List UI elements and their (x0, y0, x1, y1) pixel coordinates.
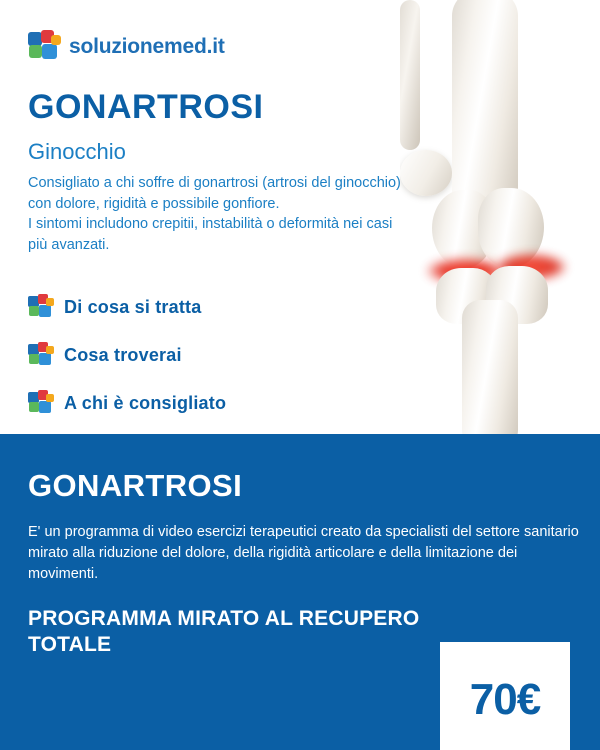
page-title: GONARTROSI (28, 88, 264, 126)
image-corner-notch (576, 0, 600, 82)
bottom-section (0, 434, 600, 750)
knee-joint-image (400, 0, 600, 434)
colored-squares-bullet-icon (28, 294, 54, 320)
colored-squares-bullet-icon (28, 342, 54, 368)
fibula-bone-shape (400, 0, 420, 150)
brand-name: soluzionemed.it (69, 35, 225, 58)
price-badge (440, 642, 570, 750)
list-item-label: A chi è consigliato (64, 392, 227, 413)
list-item-label: Cosa troverai (64, 344, 182, 365)
top-description: Consigliato a chi soffre di gonartrosi (artrosi del ginocchio) con dolore, rigidità e possibile gonfiore. I sintomi includono crepitii, instabilità o deformità nei casi più avanzati. (28, 175, 401, 253)
feature-list (28, 294, 226, 416)
brand-logo[interactable] (28, 30, 225, 64)
femur-bone-shape (452, 0, 518, 220)
bottom-description: E' un programma di video esercizi terapeutici creato da specialisti del settore sanitario mirato alla riduzione del dolore, della rigidità articolare e della limitazione dei movimenti. (28, 524, 579, 583)
list-item[interactable] (28, 342, 226, 368)
colored-squares-logo-icon (28, 30, 62, 64)
list-item-label: Di cosa si tratta (64, 296, 202, 317)
price-value: 70€ (469, 675, 541, 724)
page-subtitle: Ginocchio (28, 139, 126, 164)
bottom-headline: PROGRAMMA MIRATO AL RECUPERO TOTALE (28, 607, 420, 657)
colored-squares-bullet-icon (28, 390, 54, 416)
list-item[interactable] (28, 294, 226, 320)
list-item[interactable] (28, 390, 226, 416)
tibia-bone-shape (462, 300, 518, 434)
bottom-title: GONARTROSI (28, 468, 243, 503)
